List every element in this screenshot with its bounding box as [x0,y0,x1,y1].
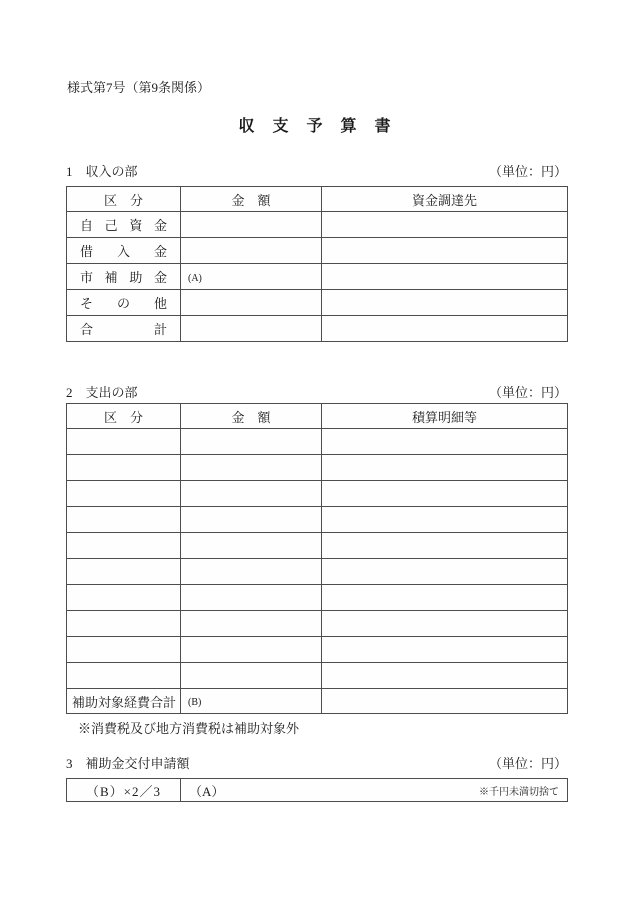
empty-table-row [67,637,568,663]
amount-marker-a: （A） [189,783,225,799]
funding-source-cell [322,290,568,316]
category-cell: 合計 [67,316,181,342]
category-cell [67,637,181,663]
unit-label: （単位：円） [488,756,567,771]
expense-table-header-row [67,404,568,429]
amount-cell [181,559,322,585]
amount-cell [181,507,322,533]
amount-marker [181,299,188,310]
table-row [67,212,568,238]
amount-cell [181,290,322,316]
table-row [67,264,568,290]
section-application-heading-row [66,755,567,772]
category-cell [67,533,181,559]
category-cell [67,663,181,689]
detail-cell [322,455,568,481]
amount-cell [181,533,322,559]
category-cell [67,585,181,611]
category-cell: 自己資金 [67,212,181,238]
amount-cell [181,212,322,238]
detail-cell [322,637,568,663]
detail-cell [322,689,568,714]
empty-table-row [67,533,568,559]
table-row [67,290,568,316]
amount-cell [181,455,322,481]
funding-source-cell [322,212,568,238]
amount-marker [181,247,188,258]
amount-cell [181,637,322,663]
header-cell-amount: 金 額 [181,187,322,212]
empty-table-row [67,611,568,637]
form-number: 様式第7号（第9条関係） [67,80,211,95]
amount-cell [181,238,322,264]
amount-cell [181,663,322,689]
section-expense-heading-row [66,384,567,401]
amount-cell [181,611,322,637]
empty-table-row [67,481,568,507]
category-cell: その他 [67,290,181,316]
empty-table-row [67,455,568,481]
category-cell [67,559,181,585]
table-row [67,238,568,264]
header-cell-category: 区 分 [67,187,181,212]
detail-cell [322,481,568,507]
amount-marker-a: (A) [188,272,202,284]
category-cell [67,507,181,533]
funding-source-cell [322,238,568,264]
amount-marker [181,325,188,336]
empty-table-row [67,429,568,455]
application-table [66,778,568,802]
detail-cell [322,663,568,689]
application-amount-cell [181,779,568,802]
expense-total-row [67,689,568,714]
document-title: 収 支 予 算 書 [238,118,392,135]
detail-cell [322,533,568,559]
amount-cell [181,585,322,611]
header-cell-amount: 金 額 [181,404,322,429]
total-category-cell: 補助対象経費合計 [67,689,181,714]
detail-cell [322,611,568,637]
income-table-header-row [67,187,568,212]
category-cell [67,481,181,507]
funding-source-cell [322,264,568,290]
empty-table-row [67,559,568,585]
amount-marker [181,221,188,232]
category-cell: 借入金 [67,238,181,264]
section-income-heading-row [66,163,567,180]
category-cell [67,611,181,637]
unit-label: （単位：円） [488,385,567,400]
section-income-heading: 1 収入の部 [66,164,138,179]
header-cell-funding-source: 資金調達先 [322,187,568,212]
formula-cell: （B）×2／3 [67,779,181,802]
detail-cell [322,585,568,611]
category-cell [67,455,181,481]
income-table [66,186,568,342]
application-row [67,779,568,802]
amount-cell [181,429,322,455]
table-row [67,316,568,342]
tax-exclusion-note: ※消費税及び地方消費税は補助対象外 [78,721,300,736]
section-expense-heading: 2 支出の部 [66,385,138,400]
section-application-heading: 3 補助金交付申請額 [66,756,190,771]
amount-marker-b: (B) [188,697,202,708]
amount-cell [181,481,322,507]
amount-cell [181,689,322,714]
header-cell-estimate-details: 積算明細等 [322,404,568,429]
empty-table-row [67,507,568,533]
category-cell [67,429,181,455]
amount-cell [181,264,322,290]
category-cell: 市補助金 [67,264,181,290]
detail-cell [322,507,568,533]
funding-source-cell [322,316,568,342]
unit-label: （単位：円） [488,164,567,179]
expense-table [66,403,568,714]
rounding-note: ※千円未満切捨て [479,786,559,798]
empty-table-row [67,585,568,611]
header-cell-category: 区 分 [67,404,181,429]
amount-cell [181,316,322,342]
empty-table-row [67,663,568,689]
detail-cell [322,429,568,455]
detail-cell [322,559,568,585]
